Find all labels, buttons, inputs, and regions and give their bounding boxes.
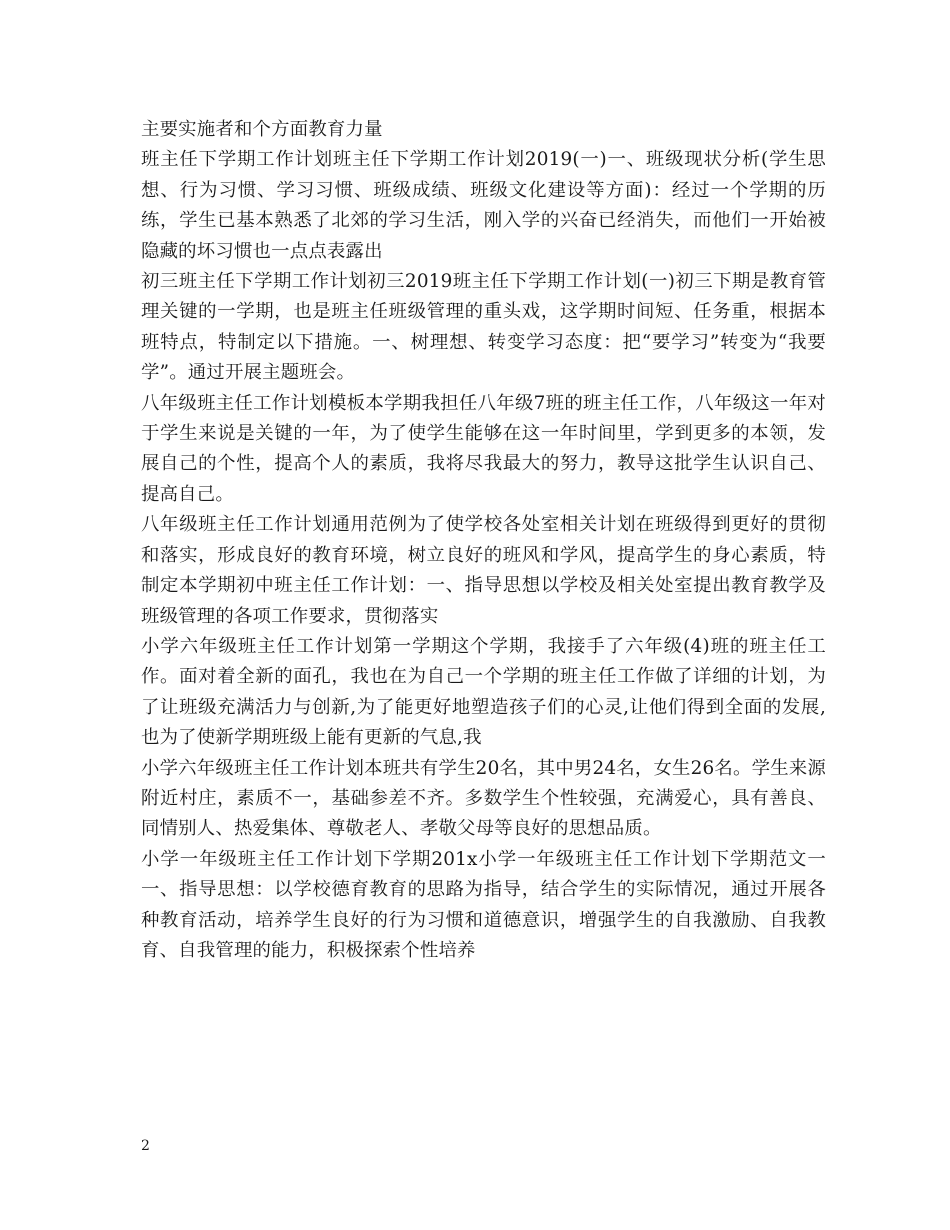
paragraph-6: 小学六年级班主任工作计划第一学期这个学期，我接手了六年级(4)班的班主任工作。面对着全新的面孔，我也在为自己一个学期的班主任工作做了详细的计划，为了让班级充满活力与创新,为了能更好地塑造孩子们的心灵,让他们得到全面的发展,也为了使新学期班级上能有更新的气息,我	[141, 635, 826, 749]
paragraph-5: 八年级班主任工作计划通用范例为了使学校各处室相关计划在班级得到更好的贯彻和落实，形成良好的教育环境，树立良好的班风和学风，提高学生的身心素质，特制定本学期初中班主任工作计划：一、指导思想以学校及相关处室提出教育教学及班级管理的各项工作要求，贯彻落实	[141, 514, 826, 627]
document-body	[141, 115, 826, 966]
paragraph-3: 初三班主任下学期工作计划初三2019班主任下学期工作计划(一)初三下期是教育管理关键的一学期，也是班主任班级管理的重头戏，这学期时间短、任务重，根据本班特点，特制定以下措施。一、树理想、转变学习态度：把“要学习”转变为“我要学”。通过开展主题班会。	[141, 271, 826, 384]
paragraph-4: 八年级班主任工作计划模板本学期我担任八年级7班的班主任工作，八年级这一年对于学生来说是关键的一年，为了使学生能够在这一年时间里，学到更多的本领，发展自己的个性，提高个人的素质，我将尽我最大的努力，教导这批学生认识自己、提高自己。	[141, 392, 826, 505]
paragraph-8: 小学一年级班主任工作计划下学期201x小学一年级班主任工作计划下学期范文一一、指导思想：以学校德育教育的思路为指导，结合学生的实际情况，通过开展各种教育活动，培养学生良好的行为习惯和道德意识，增强学生的自我激励、自我教育、自我管理的能力，积极探索个性培养	[141, 848, 826, 961]
paragraph-7: 小学六年级班主任工作计划本班共有学生20名，其中男24名，女生26名。学生来源附近村庄，素质不一，基础参差不齐。多数学生个性较强，充满爱心，具有善良、同情别人、热爱集体、尊敬老人、孝敬父母等良好的思想品质。	[141, 757, 826, 840]
paragraph-2: 班主任下学期工作计划班主任下学期工作计划2019(一)一、班级现状分析(学生思想、行为习惯、学习习惯、班级成绩、班级文化建设等方面)：经过一个学期的历练，学生已基本熟悉了北郊的学习生活，刚入学的兴奋已经消失，而他们一开始被隐藏的坏习惯也一点点表露出	[141, 149, 826, 262]
page-number: 2	[141, 1138, 150, 1154]
paragraph-1: 主要实施者和个方面教育力量	[141, 119, 383, 140]
